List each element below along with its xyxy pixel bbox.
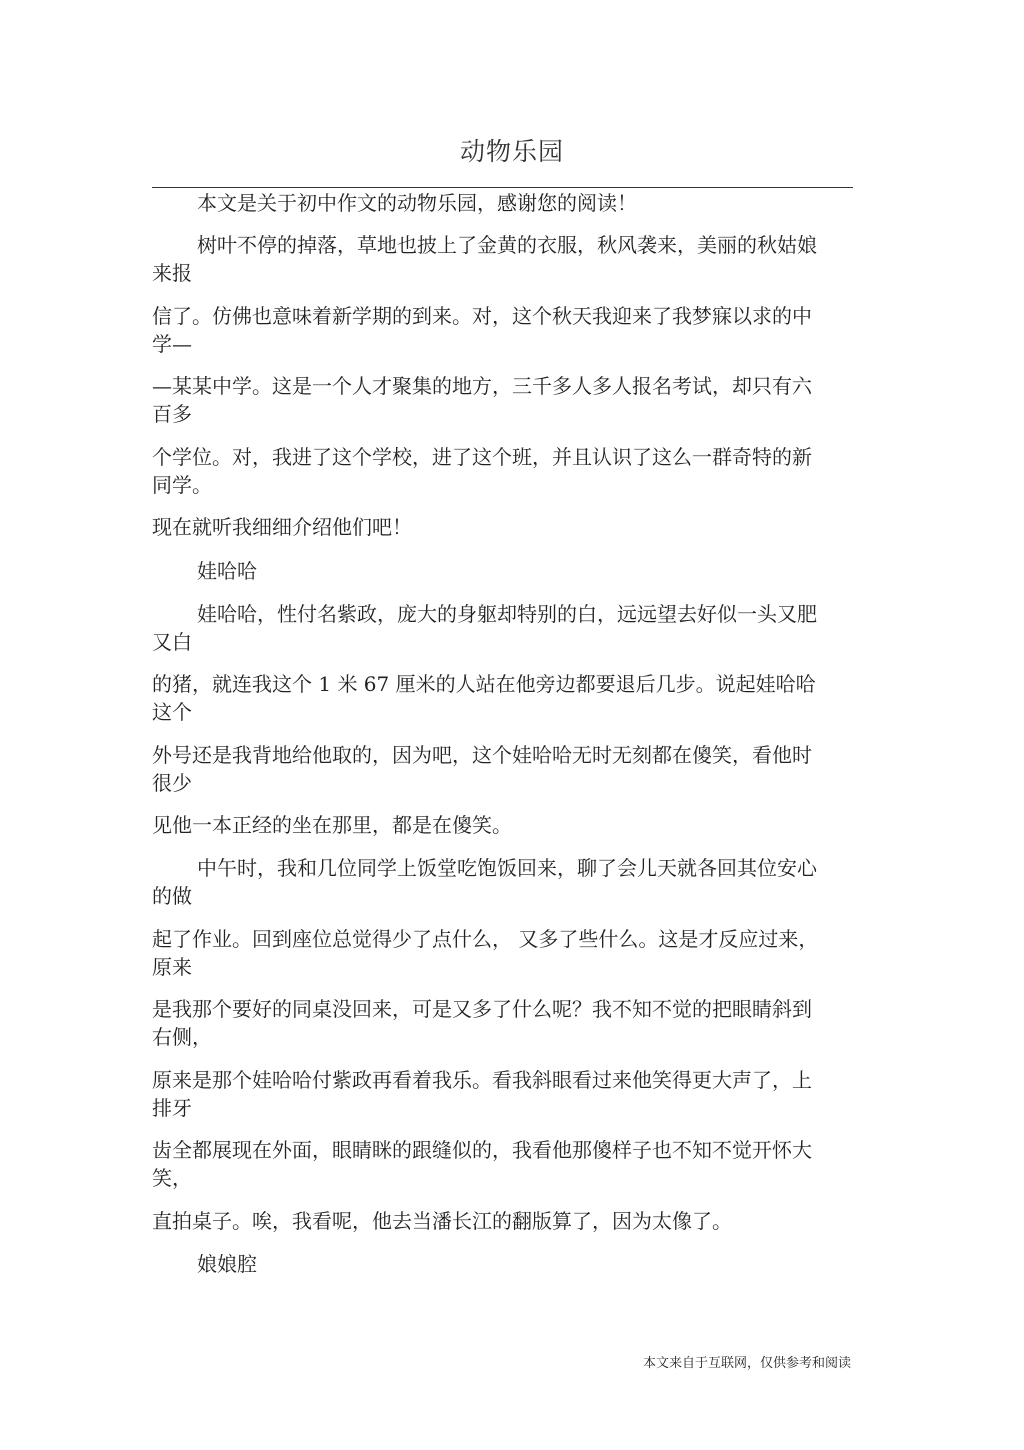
paragraph-line: 中午时，我和几位同学上饭堂吃饱饭回来，聊了会儿天就各回其位安心 (197, 856, 817, 880)
page-footer: 本文来自于互联网，仅供参考和阅读 (642, 1356, 851, 1371)
paragraph-line: 现在就听我细细介绍他们吧！ (152, 515, 412, 539)
paragraph-line: 起了作业。回到座位总觉得少了点什么， 又多了些什么。这是才反应过来， (152, 927, 819, 951)
paragraph-line: —某某中学。这是一个人才聚集的地方，三千多人多人报名考试，却只有六 (152, 374, 812, 398)
title-divider (152, 187, 853, 188)
paragraph-line: 树叶不停的掉落，草地也披上了金黄的衣服，秋风袭来，美丽的秋姑娘 (197, 233, 817, 257)
document-title: 动物乐园 (459, 137, 564, 166)
paragraph-line: 娃哈哈，性付名紫政，庞大的身躯却特别的白，远远望去好似一头又肥 (197, 602, 817, 626)
paragraph-line: 百多 (152, 402, 192, 426)
paragraph-line: 见他一本正经的坐在那里，都是在傻笑。 (152, 813, 512, 837)
paragraph-line: 的做 (152, 884, 192, 908)
paragraph-line: 信了。仿佛也意味着新学期的到来。对，这个秋天我迎来了我梦寐以求的中 (152, 304, 812, 328)
paragraph-line: 笑， (152, 1166, 192, 1190)
paragraph-line: 个学位。对，我进了这个学校，进了这个班，并且认识了这么一群奇特的新 (152, 445, 812, 469)
paragraph-line: 又白 (152, 630, 192, 654)
section-heading-wahaha: 娃哈哈 (197, 559, 257, 583)
paragraph-line: 很少 (152, 771, 192, 795)
paragraph-line: 这个 (152, 700, 192, 724)
paragraph-line: 原来 (152, 955, 192, 979)
paragraph-line: 外号还是我背地给他取的，因为吧，这个娃哈哈无时无刻都在傻笑，看他时 (152, 743, 812, 767)
paragraph-line: 学— (152, 332, 192, 356)
intro-line: 本文是关于初中作文的动物乐园，感谢您的阅读！ (197, 191, 637, 215)
paragraph-line: 是我那个要好的同桌没回来，可是又多了什么呢？我不知不觉的把眼睛斜到 (152, 997, 812, 1021)
paragraph-line: 直拍桌子。唉，我看呢，他去当潘长江的翻版算了，因为太像了。 (152, 1209, 732, 1233)
section-heading-niangniangqiang: 娘娘腔 (197, 1252, 257, 1276)
paragraph-line: 排牙 (152, 1096, 192, 1120)
paragraph-line: 右侧， (152, 1025, 212, 1049)
paragraph-line: 的猪，就连我这个 1 米 67 厘米的人站在他旁边都要退后几步。说起娃哈哈 (152, 672, 816, 696)
paragraph-line: 齿全都展现在外面，眼睛眯的跟缝似的，我看他那傻样子也不知不觉开怀大 (152, 1138, 812, 1162)
paragraph-line: 来报 (152, 261, 192, 285)
paragraph-line: 原来是那个娃哈哈付紫政再看着我乐。看我斜眼看过来他笑得更大声了，上 (152, 1068, 812, 1092)
paragraph-line: 同学。 (152, 473, 212, 497)
